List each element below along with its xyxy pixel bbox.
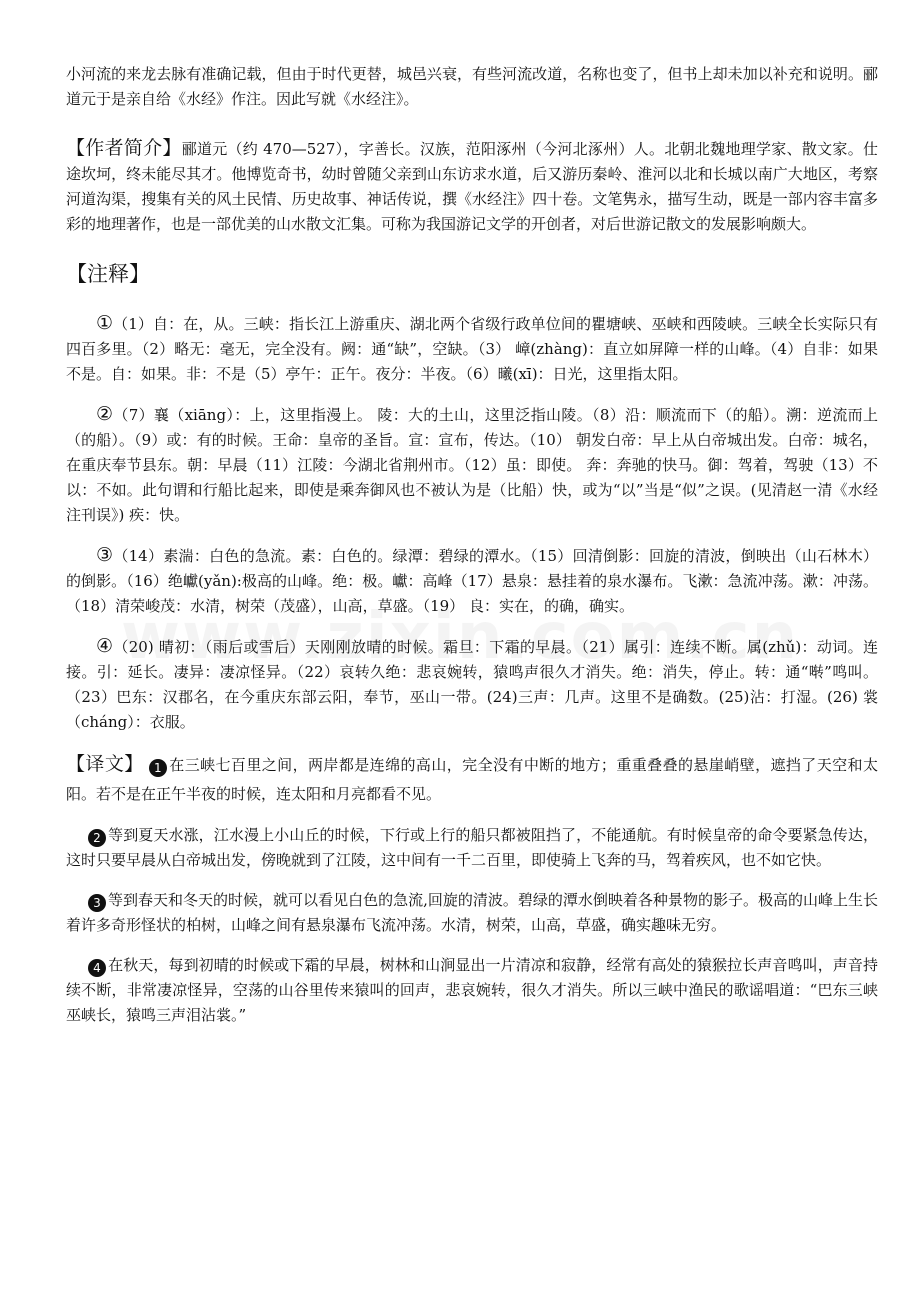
translation-text: 在三峡七百里之间，两岸都是连绵的高山，完全没有中断的地方；重重叠叠的悬崖峭壁，遮挡了天空和太阳。若不是在正午半夜的时候，连太阳和月亮都看不见。 bbox=[66, 756, 878, 803]
note-text: （20) 晴初：（雨后或雪后）天刚刚放晴的时候。霜旦：下霜的早晨。（21）属引：连续不断。属(zhǔ)：动词。连接。引：延长。凄异：凄凉怪异。（22）哀转久绝：悲哀婉转，猿鸣声很久才消失。绝：消失，停止。转：通“啭”鸣叫。（23）巴东：汉郡名，在今重庆东部云阳，奉节，巫山一带。(24)三声：几声。这里不是确数。(25)沾：打湿。(26) 裳（cháng）：衣服。 bbox=[66, 638, 878, 731]
translation-paragraph-4 bbox=[66, 953, 878, 1028]
note-paragraph-4 bbox=[66, 634, 878, 735]
note-text: （7）襄（xiāng）：上，这里指漫上。 陵：大的土山，这里泛指山陵。（8）沿：顺流而下（的船）。溯：逆流而上（的船）。（9）或：有的时候。王命：皇帝的圣旨。宣：宣布，传达。（10） 朝发白帝：早上从白帝城出发。白帝：城名，在重庆奉节县东。朝：早晨（11）江陵：今湖北省荆州市。（12）虽：即使。 奔：奔驰的快马。御：驾着，驾驶（13）不以：不如。此句谓和行船比起来，即使是乘奔御风也不被认为是（比船）快，或为“以”当是“似”之误。(见清赵一清《水经注刊误》) 疾：快。 bbox=[66, 406, 878, 524]
document-page bbox=[66, 62, 878, 1043]
translation-text: 在秋天，每到初晴的时候或下霜的早晨，树林和山涧显出一片清凉和寂静，经常有高处的猿猴拉长声音鸣叫，声音持续不断，非常凄凉怪异，空荡的山谷里传来猿叫的回声，悲哀婉转，很久才消失。所以三峡中渔民的歌谣唱道：“巴东三峡巫峡长，猿鸣三声泪沾裳。” bbox=[66, 956, 878, 1024]
note-marker: ④ bbox=[96, 635, 114, 657]
author-body: 郦道元（约 470—527），字善长。汉族，范阳涿州（今河北涿州）人。北朝北魏地理学家、散文家。仕途坎坷，终未能尽其才。他博览奇书，幼时曾随父亲到山东访求水道，后又游历秦岭、淮河以北和长城以南广大地区，考察河道沟渠，搜集有关的风土民情、历史故事、神话传说，撰《水经注》四十卷。文笔隽永，描写生动，既是一部内容丰富多彩的地理著作，也是一部优美的山水散文汇集。可称为我国游记文学的开创者，对后世游记散文的发展影响颇大。 bbox=[66, 140, 878, 233]
number-badge: 1 bbox=[149, 759, 167, 777]
translation-text: 等到春天和冬天的时候，就可以看见白色的急流,回旋的清波。碧绿的潭水倒映着各种景物的影子。极高的山峰上生长着许多奇形怪状的柏树，山峰之间有悬泉瀑布飞流冲荡。水清，树荣，山高，草盛，确实趣味无穷。 bbox=[66, 891, 878, 934]
note-marker: ② bbox=[96, 403, 114, 425]
number-badge: 2 bbox=[88, 829, 106, 847]
translation-paragraph-2 bbox=[66, 823, 878, 873]
note-paragraph-2 bbox=[66, 402, 878, 528]
translation-paragraph-3 bbox=[66, 888, 878, 938]
author-heading: 【作者简介】 bbox=[66, 137, 182, 159]
author-section bbox=[66, 136, 878, 237]
note-paragraph-1 bbox=[66, 311, 878, 387]
note-paragraph-3 bbox=[66, 543, 878, 619]
translation-heading: 【译文】 bbox=[66, 753, 144, 775]
notes-heading: 【注释】 bbox=[66, 262, 150, 286]
note-marker: ① bbox=[96, 312, 114, 334]
note-text: （1）自：在，从。三峡：指长江上游重庆、湖北两个省级行政单位间的瞿塘峡、巫峡和西陵峡。三峡全长实际只有四百多里。（2）略无：毫无，完全没有。阙：通“缺”，空缺。（3） 嶂(zhàng)：直立如屏障一样的山峰。（4）自非：如果不是。自：如果。非：不是（5）亭午：正午。夜分：半夜。（6）曦(xī)：日光，这里指太阳。 bbox=[66, 315, 878, 383]
translation-paragraph-1 bbox=[66, 750, 878, 809]
intro-paragraph: 小河流的来龙去脉有准确记载，但由于时代更替，城邑兴衰，有些河流改道，名称也变了，但书上却未加以补充和说明。郦道元于是亲自给《水经》作注。因此写就《水经注》。 bbox=[66, 65, 878, 108]
number-badge: 3 bbox=[88, 894, 106, 912]
note-text: （14）素湍：白色的急流。素：白色的。绿潭：碧绿的潭水。（15）回清倒影：回旋的清波，倒映出（山石林木）的倒影。（16）绝巘(yǎn):极高的山峰。绝：极。巘：高峰（17）悬泉：悬挂着的泉水瀑布。飞漱：急流冲荡。漱：冲荡。（18）清荣峻茂：水清，树荣（茂盛），山高，草盛。（19） 良：实在，的确，确实。 bbox=[66, 547, 878, 615]
number-badge: 4 bbox=[88, 959, 106, 977]
translation-text: 等到夏天水涨，江水漫上小山丘的时候，下行或上行的船只都被阻挡了，不能通航。有时候皇帝的命令要紧急传达，这时只要早晨从白帝城出发，傍晚就到了江陵，这中间有一千二百里，即使骑上飞奔的马，驾着疾风，也不如它快。 bbox=[66, 826, 878, 869]
note-marker: ③ bbox=[96, 544, 114, 566]
